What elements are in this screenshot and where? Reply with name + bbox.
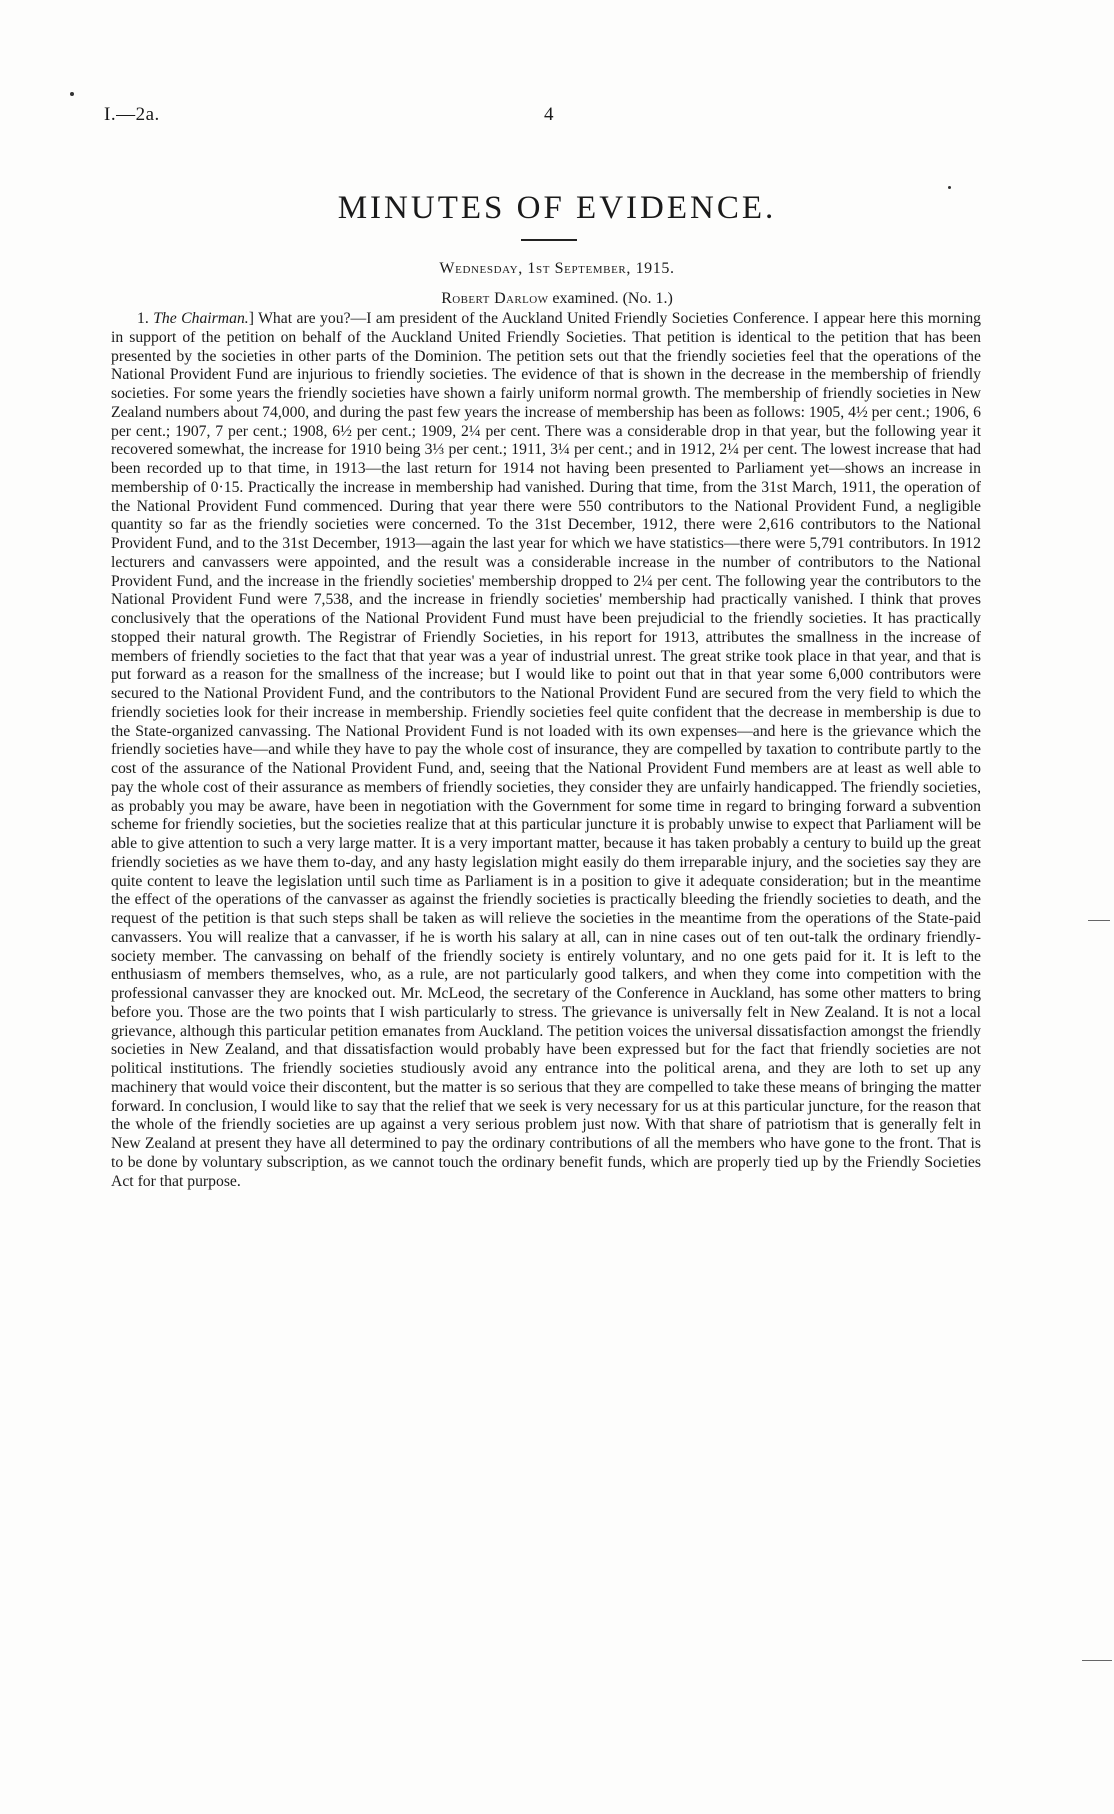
page-title: MINUTES OF EVIDENCE. [337, 190, 777, 226]
page-number: 4 [544, 104, 554, 125]
witness-name: Robert Darlow [441, 290, 549, 307]
margin-mark [1082, 1660, 1112, 1661]
scan-speck [70, 92, 74, 96]
witness-note: examined. (No. 1.) [548, 290, 673, 307]
running-header [104, 104, 904, 134]
margin-mark [1088, 920, 1110, 921]
witness-heading [0, 290, 1114, 308]
speaker-name: The Chairman. [153, 310, 249, 327]
evidence-paragraph [111, 310, 981, 1191]
title-divider [521, 239, 577, 241]
scan-speck [948, 186, 951, 189]
evidence-text: ] What are you?—I am president of the Auckland United Friendly Societies Conference. I appear here this morning in support of the petition on behalf of the Auckland United Friendly Societies. That petition is identical to the petition that has been presented by the societies in other parts of the Dominion. The petition sets out that the friendly societies feel that the operations of the National Provident Fund are injurious to friendly societies. The evidence of that is shown in the decrease in the membership of friendly societies. For some years the friendly societies have shown a fairly uniform normal growth. The membership of friendly societies in New Zealand numbers about 74,000, and during the past few years the increase of membership has been as follows: 1905, 4½ per cent.; 1906, 6 per cent.; 1907, 7 per cent.; 1908, 6½ per cent.; 1909, 2¼ per cent. There was a considerable drop in that year, but the following year it recovered somewhat, the increase for 1910 being 3⅓ per cent.; 1911, 3¼ per cent.; and in 1912, 2¼ per cent. The lowest increase that had been recorded up to that time, in 1913—the last return for 1914 not having been presented to Parliament yet—shows an increase in membership of 0·15. Practically the increase in membership had vanished. During that time, from the 31st March, 1911, the operation of the National Provident Fund commenced. During that year there were 550 contributors to the National Provident Fund, a negligible quantity so far as the friendly societies were concerned. To the 31st December, 1912, there were 2,616 contributors to the National Provident Fund, and to the 31st December, 1913—again the last year for which we have statistics—there were 5,791 contributors. In 1912 lecturers and canvassers were appointed, and the result was a considerable increase in the number of contributors to the National Provident Fund, and the increase in the friendly societies' membership dropped to 2¼ per cent. The following year the contributors to the National Provident Fund were 7,538, and the increase in friendly societies' membership had practically vanished. I think that proves conclusively that the operations of the National Provident Fund must have been prejudicial to the friendly societies. It has practically stopped their natural growth. The Registrar of Friendly Societies, in his report for 1913, attributes the smallness in the increase of members of friendly societies to the fact that that year was a year of industrial unrest. The great strike took place in that year, and that is put forward as a reason for the smallness of the increase; but I would like to point out that in that year some 6,000 contributors were secured to the National Provident Fund, and the contributors to the National Provident Fund are secured from the very field to which the friendly societies look for their increase in membership. Friendly societies feel quite confident that the decrease in membership is due to the State-organized canvassing. The National Provident Fund is not loaded with its own expenses—and here is the grievance which the friendly societies have—and while they have to pay the whole cost of insurance, they are compelled by taxation to contribute partly to the cost of the assurance of the National Provident Fund, and, seeing that the National Provident Fund members are at least as well able to pay the whole cost of their assurance as members of friendly societies, they consider they are unfairly handicapped. The friendly societies, as probably you may be aware, have been in negotiation with the Government for some time in regard to bringing forward a subvention scheme for friendly societies, but the societies realize that at this particular juncture it is probably unwise to expect that Parliament will be able to give attention to such a very large matter. It is a very important matter, because it has taken probably a century to build up the great friendly societies as we have them to-day, and any hasty legislation might easily do them irreparable injury, and the societies say they are quite content to leave the legislation until such time as Parliament is in a position to give it adequate consideration; but in the meantime the effect of the operations of the canvasser as against the friendly societies is practically bleeding the friendly societies to death, and the request of the petition is that such steps shall be taken as will relieve the societies in the meantime from the operations of the State-paid canvassers. You will realize that a canvasser, if he is worth his salary at all, can in nine cases out of ten out-talk the ordinary friendly-society member. The canvassing on behalf of the friendly society is entirely voluntary, and no one gets paid for it. It is left to the enthusiasm of members themselves, who, as a rule, are not particularly good talkers, and when they come into competition with the professional canvasser they are knocked out. Mr. McLeod, the secretary of the Conference in Auckland, has some other matters to bring before you. Those are the two points that I wish particularly to stress. The grievance is universally felt in New Zealand. It is not a local grievance, although this particular petition emanates from Auckland. The petition voices the universal dissatisfaction amongst the friendly societies in New Zealand, and that dissatisfaction would probably have been expressed but for the fact that friendly societies are not political institutions. The friendly societies studiously avoid any entrance into the political arena, and they are loth to set up any machinery that would voice their discontent, but the matter is so serious that they are compelled to take these means of bringing the matter forward. In conclusion, I would like to say that the relief that we seek is very necessary for us at this particular juncture, for the reason that the whole of the friendly societies are up against a very serious problem just now. With that share of patriotism that is generally felt in New Zealand at present they have all determined to pay the ordinary contributions of all the members who have gone to the front. That is to be done by voluntary subscription, as we cannot touch the ordinary benefit funds, which are properly tied up by the Friendly Societies Act for that purpose. [111, 310, 982, 1190]
sitting-date: Wednesday, 1st September, 1915. [439, 260, 675, 277]
question-number: 1. [137, 310, 154, 327]
document-reference: I.—2a. [104, 104, 160, 125]
